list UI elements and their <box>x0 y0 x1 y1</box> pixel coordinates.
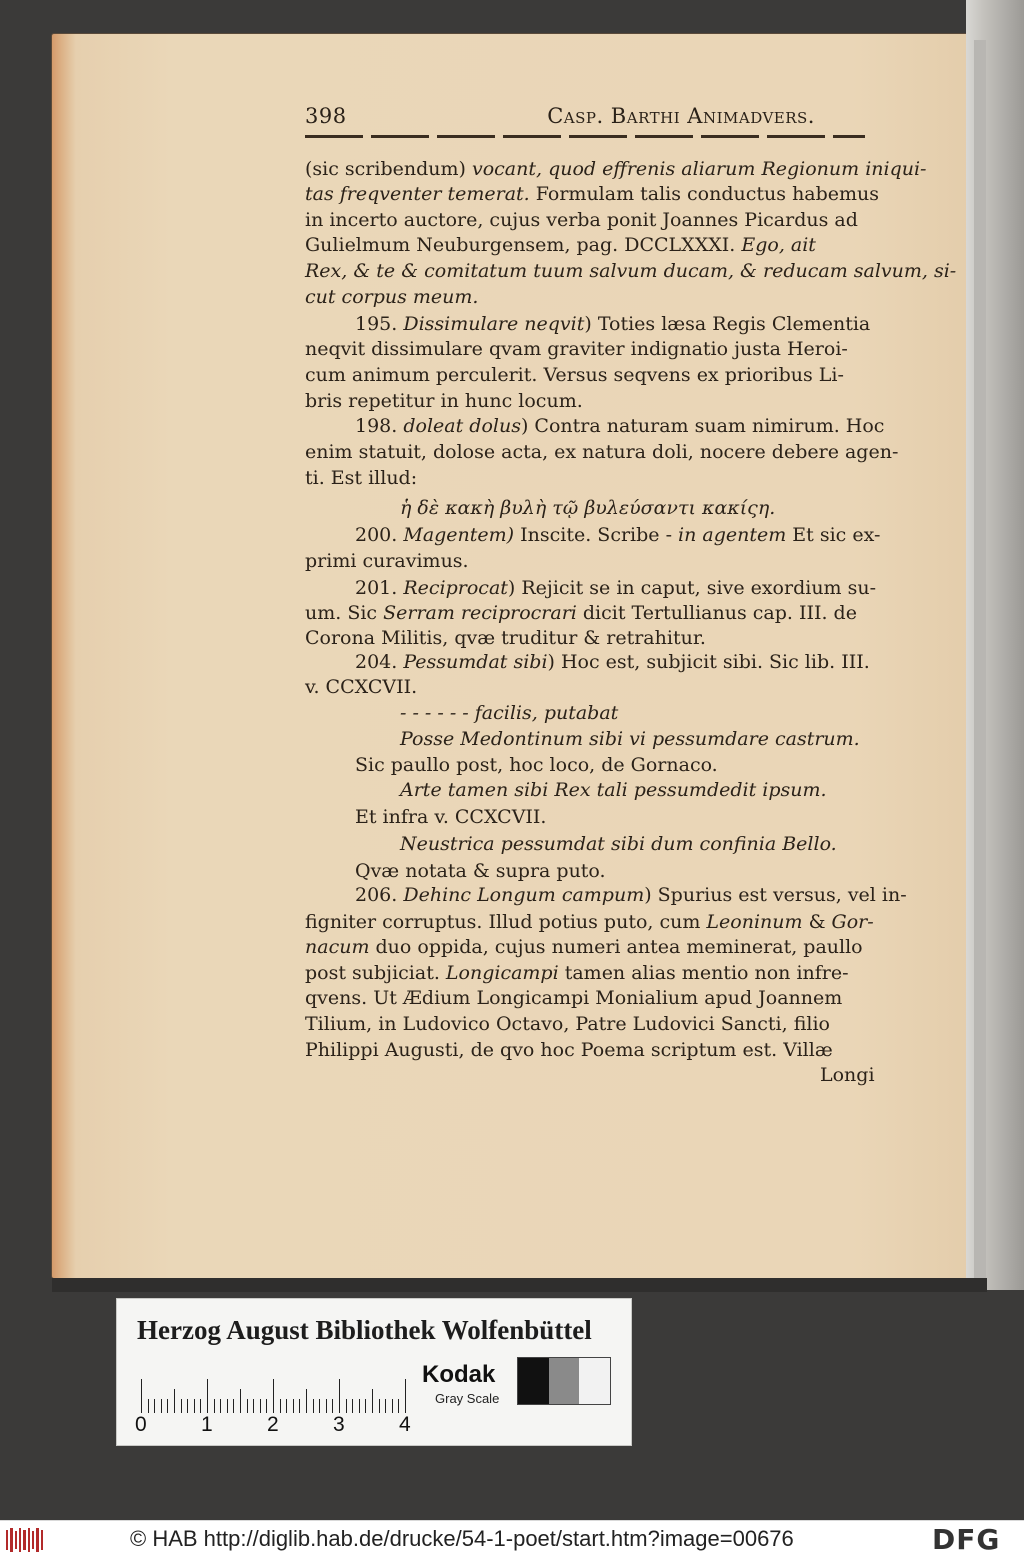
ruler-tick <box>365 1399 366 1413</box>
text-line <box>400 497 775 519</box>
text-line <box>305 676 417 698</box>
ruler-tick <box>359 1399 360 1413</box>
ruler-tick <box>346 1399 347 1413</box>
italic-span: tas freqventer temerat. <box>305 183 530 205</box>
roman-span: post subjiciat. <box>305 962 446 984</box>
text-line <box>400 728 860 750</box>
ruler-tick <box>313 1399 314 1413</box>
ruler-tick <box>207 1379 208 1413</box>
text-line <box>305 158 926 180</box>
roman-span: cum animum perculerit. Versus seqvens ex prioribus Li- <box>305 364 844 386</box>
roman-span: ) Contra naturam suam nimirum. Hoc <box>520 415 885 437</box>
text-line <box>305 390 583 412</box>
roman-span: Gulielmum Neuburgensem, pag. DCCLXXXI. <box>305 234 742 256</box>
roman-span: Et infra v. CCXCVII. <box>355 806 547 828</box>
gray-swatch <box>549 1358 580 1404</box>
text-line <box>305 364 844 386</box>
text-line <box>355 806 546 828</box>
roman-span: primi curavimus. <box>305 550 469 572</box>
text-line <box>305 602 857 624</box>
ruler-tick <box>187 1399 188 1413</box>
kodak-brand: Kodak <box>422 1361 496 1388</box>
ruler-number: 1 <box>201 1413 213 1436</box>
italic-span: Dehinc Longum campum <box>403 884 645 906</box>
ruler-tick <box>253 1399 254 1413</box>
gray-scale-swatches <box>517 1357 611 1405</box>
ruler-tick <box>306 1389 307 1413</box>
ruler-tick <box>161 1399 162 1413</box>
roman-span: ) Rejicit se in caput, sive exordium su- <box>507 577 877 599</box>
text-line <box>400 779 827 801</box>
text-line <box>305 441 898 463</box>
text-line <box>305 1039 833 1061</box>
roman-span: Inscite. Scribe - <box>514 524 679 546</box>
text-line <box>305 234 816 256</box>
credit-link[interactable]: © HAB http://diglib.hab.de/drucke/54-1-poet/start.htm?image=00676 <box>130 1526 794 1551</box>
ruler-tick <box>194 1399 195 1413</box>
ruler-tick <box>233 1399 234 1413</box>
text-line <box>400 833 837 855</box>
roman-span: figniter corruptus. Illud potius puto, cum <box>305 911 707 933</box>
ruler-tick <box>141 1379 142 1413</box>
ruler-tick <box>167 1399 168 1413</box>
italic-span: ἡ δὲ κακὴ βυλὴ τῷ βυλεύσαντι κακίςη. <box>400 497 776 519</box>
roman-span: ti. Est illud: <box>305 467 418 489</box>
roman-span: in incerto auctore, cujus verba ponit Joannes Picardus ad <box>305 209 858 231</box>
italic-span: Magentem) <box>403 524 515 546</box>
text-line <box>305 987 842 1009</box>
roman-span: bris repetitur in hunc locum. <box>305 390 583 412</box>
text-line <box>355 313 870 335</box>
ruler-tick <box>214 1399 215 1413</box>
roman-span: 195. <box>355 313 404 335</box>
ruler-tick <box>154 1399 155 1413</box>
italic-span: cut corpus meum. <box>305 286 479 308</box>
kodak-subtitle: Gray Scale <box>435 1391 500 1406</box>
text-line <box>355 651 870 673</box>
text-line <box>305 338 848 360</box>
card-title: Herzog August Bibliothek Wolfenbüttel <box>137 1315 592 1345</box>
ruler-number: 2 <box>267 1413 279 1436</box>
roman-span: ) Toties læsa Regis Clementia <box>584 313 871 335</box>
roman-span: & <box>802 911 832 933</box>
text-line <box>305 1013 830 1035</box>
text-line <box>355 754 718 776</box>
roman-span: (sic scribendum) <box>305 158 472 180</box>
roman-span: ) Spurius est versus, vel in- <box>644 884 907 906</box>
ruler-tick <box>220 1399 221 1413</box>
roman-span: 204. <box>355 651 404 673</box>
ruler-number: 0 <box>135 1413 147 1436</box>
page-number: 398 <box>305 104 347 128</box>
italic-span: Rex, & te & comitatum tuum salvum ducam, & reducam salvum, si- <box>305 260 957 282</box>
roman-span: enim statuit, dolose acta, ex natura doli, nocere debere agen- <box>305 441 899 463</box>
roman-span: Tilium, in Ludovico Octavo, Patre Ludovici Sancti, filio <box>305 1013 830 1035</box>
italic-span: Dissimulare neqvit <box>403 313 585 335</box>
text-line <box>305 962 849 984</box>
roman-span: Qvæ notata & supra puto. <box>355 860 606 882</box>
ruler-tick <box>247 1399 248 1413</box>
ruler <box>141 1377 416 1413</box>
roman-span: 201. <box>355 577 404 599</box>
roman-span: v. CCXCVII. <box>305 676 418 698</box>
roman-span: Sic paullo post, hoc loco, de Gornaco. <box>355 754 718 776</box>
italic-span: Arte tamen sibi Rex tali pessumdedit ipsum. <box>400 779 827 801</box>
text-line <box>305 936 863 958</box>
dfg-logo: DFG <box>932 1523 1001 1556</box>
ruler-tick <box>260 1399 261 1413</box>
italic-span: nacum <box>305 936 370 958</box>
roman-span: duo oppida, cujus numeri antea meminerat, paullo <box>369 936 863 958</box>
text-line <box>305 260 956 282</box>
roman-span: qvens. Ut Ædium Longicampi Monialium apud Joannem <box>305 987 843 1009</box>
text-line <box>355 860 606 882</box>
ruler-tick <box>148 1399 149 1413</box>
ruler-tick <box>392 1399 393 1413</box>
text-line <box>820 1064 875 1086</box>
ruler-number: 4 <box>399 1413 411 1436</box>
ruler-tick <box>332 1399 333 1413</box>
roman-span: tamen alias mentio non infre- <box>558 962 849 984</box>
text-line <box>355 524 880 546</box>
italic-span: Ego, ait <box>741 234 816 256</box>
italic-span: Neustrica pessumdat sibi dum confinia Bello. <box>400 833 837 855</box>
ruler-tick <box>280 1399 281 1413</box>
text-line <box>305 911 874 933</box>
roman-span: Philippi Augusti, de qvo hoc Poema scriptum est. Villæ <box>305 1039 833 1061</box>
footer-bar <box>0 1520 1024 1558</box>
header-rule <box>305 135 865 138</box>
roman-span: 200. <box>355 524 404 546</box>
roman-span: Longi <box>820 1064 875 1086</box>
ruler-tick <box>398 1399 399 1413</box>
roman-span: Corona Militis, qvæ truditur & retrahitur. <box>305 627 706 649</box>
text-line <box>305 627 706 649</box>
ruler-tick <box>174 1389 175 1413</box>
ruler-tick <box>385 1399 386 1413</box>
text-line <box>305 286 478 308</box>
ruler-tick <box>352 1399 353 1413</box>
text-line <box>305 183 879 205</box>
roman-span: 198. <box>355 415 404 437</box>
running-head <box>305 104 815 134</box>
ruler-tick <box>266 1399 267 1413</box>
gray-swatch <box>579 1358 610 1404</box>
ruler-tick <box>227 1399 228 1413</box>
text-line <box>355 884 907 906</box>
italic-span: - - - - - - facilis, putabat <box>400 702 619 724</box>
italic-span: Pessumdat sibi <box>403 651 548 673</box>
text-line <box>355 577 876 599</box>
ruler-tick <box>299 1399 300 1413</box>
roman-span: Et sic ex- <box>786 524 881 546</box>
ruler-tick <box>181 1399 182 1413</box>
italic-span: in agentem <box>678 524 787 546</box>
text-line <box>305 550 469 572</box>
ruler-tick <box>240 1389 241 1413</box>
gray-swatch <box>518 1358 549 1404</box>
italic-span: doleat dolus <box>403 415 521 437</box>
italic-span: Serram reciprocrari <box>383 602 577 624</box>
running-title: Casp. Barthi Animadvers. <box>547 104 815 128</box>
italic-span: Gor- <box>831 911 874 933</box>
text-line <box>305 209 858 231</box>
italic-span: Posse Medontinum sibi vi pessumdare castrum. <box>400 728 860 750</box>
ruler-tick <box>273 1379 274 1413</box>
ruler-tick <box>372 1389 373 1413</box>
roman-span: 206. <box>355 884 404 906</box>
ruler-tick <box>339 1379 340 1413</box>
text-line <box>400 702 618 724</box>
ruler-tick <box>405 1379 406 1413</box>
roman-span: neqvit dissimulare qvam graviter indignatio justa Heroi- <box>305 338 848 360</box>
ruler-tick <box>286 1399 287 1413</box>
ruler-tick <box>200 1399 201 1413</box>
italic-span: Longicampi <box>445 962 559 984</box>
italic-span: vocant, quod effrenis aliarum Regionum iniqui- <box>471 158 927 180</box>
page-edge-strip <box>966 0 1024 1290</box>
text-line <box>355 415 884 437</box>
roman-span: Formulam talis conductus habemus <box>529 183 880 205</box>
ruler-tick <box>319 1399 320 1413</box>
roman-span: um. Sic <box>305 602 384 624</box>
color-card <box>116 1298 632 1446</box>
roman-span: ) Hoc est, subjicit sibi. Sic lib. III. <box>547 651 870 673</box>
italic-span: Reciprocat <box>403 577 508 599</box>
roman-span: dicit Tertullianus cap. III. de <box>576 602 857 624</box>
hab-barcode-logo-icon <box>6 1528 46 1552</box>
ruler-tick <box>379 1399 380 1413</box>
ruler-number: 3 <box>333 1413 345 1436</box>
page-shadow <box>52 1278 987 1292</box>
ruler-tick <box>326 1399 327 1413</box>
text-line <box>305 467 417 489</box>
ruler-tick <box>293 1399 294 1413</box>
italic-span: Leoninum <box>706 911 803 933</box>
